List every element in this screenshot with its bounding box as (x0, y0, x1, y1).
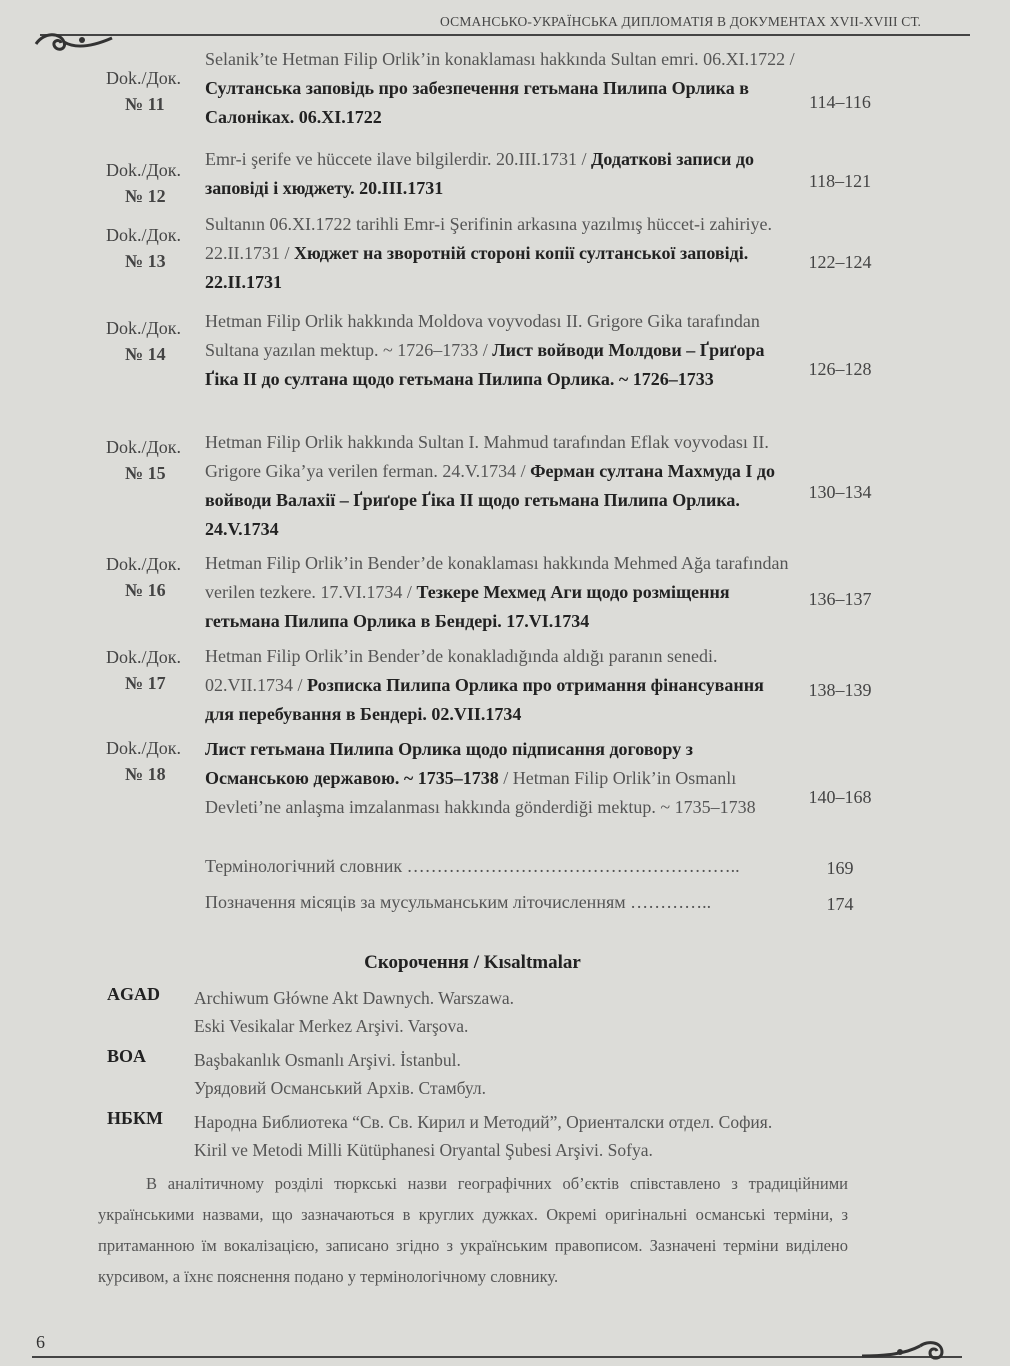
doc-separator: / (293, 675, 308, 695)
doc-separator: / (402, 582, 417, 602)
running-header: ОСМАНСЬКО-УКРАЇНСЬКА ДИПЛОМАТІЯ В ДОКУМЕНТАХ XVII-XVIII СТ. (440, 14, 922, 29)
doc-turkish: Hetman Filip Orlik hakkında Sultan I. Mahmud tarafından Eflak voyvodası II. Grigore Gika’ya verilen ferman. 24.V.1734 (205, 432, 769, 481)
doc-number: № 15 (125, 463, 166, 483)
doc-label: Dok./Док. (106, 160, 182, 180)
doc-ukrainian: Ферман султана Махмуда I до войводи Валахії – Ґриґоре Ґіка II щодо гетьмана Пилипа Орлика. 24.V.1734 (205, 461, 775, 539)
doc-pages: 114–116 (809, 92, 871, 112)
glossary-entry: Позначення місяців за мусульманським літочисленням ………….. (205, 892, 712, 912)
doc-ukrainian: Хюджет на зворотній стороні копії султанської заповіді. 22.II.1731 (205, 243, 749, 292)
doc-turkish: Selanik’te Hetman Filip Orlik’in konaklaması hakkında Sultan emri. 06.XI.1722 (205, 49, 786, 69)
doc-separator: / (280, 243, 295, 263)
doc-pages: 140–168 (808, 787, 872, 807)
doc-pages: 122–124 (808, 252, 872, 272)
doc-label: Dok./Док. (106, 318, 182, 338)
doc-description (205, 45, 795, 132)
doc-description (205, 428, 795, 544)
doc-ukrainian: Лист гетьмана Пилипа Орлика щодо підписання договору з Османською державою. ~ 1735–1738 (205, 739, 693, 788)
doc-ukrainian: Султанська заповідь про забезпечення гетьмана Пилипа Орлика в Салоніках. 06.XI.1722 (205, 78, 749, 127)
glossary-entry: Термінологічний словник ……………………………………………….. (205, 856, 740, 876)
ornament-swirl-icon (34, 30, 114, 56)
doc-turkish: Hetman Filip Orlik hakkında Moldova voyvodası II. Grigore Gika tarafından Sultana yazılan mektup. ~ 1726–1733 (205, 311, 760, 360)
doc-description (205, 735, 795, 822)
note-paragraph: В аналітичному розділі тюркські назви географічних об’єктів співставлено з традиційними українськими назвами, що зазначаються в круглих дужках. Окремі оригінальні османські терміни, з притаманною їм вокалізацією, записано згідно з українським правописом. Зазначені терміни виділено курсивом, а їхнє пояснення подано у термінологічному словнику. (98, 1174, 848, 1286)
doc-label: Dok./Док. (106, 68, 182, 88)
doc-ukrainian: Розписка Пилипа Орлика про отримання фінансування для перебування в Бендері. 02.VII.1734 (205, 675, 764, 724)
doc-description (205, 210, 795, 297)
doc-ukrainian: Тезкере Мехмед Аги щодо розміщення гетьмана Пилипа Орлика в Бендері. 17.VI.1734 (205, 582, 730, 631)
doc-ukrainian: Лист войводи Молдови – Ґриґора Ґіка II до султана щодо гетьмана Пилипа Орлика. ~ 1726–1733 (205, 340, 765, 389)
doc-number: № 13 (125, 251, 166, 271)
doc-description (205, 642, 795, 729)
abbreviation-line: Eski Vesikalar Merkez Arşivi. Varşova. (194, 1016, 469, 1036)
doc-description (205, 549, 795, 636)
doc-turkish: Hetman Filip Orlik’in Osmanlı Devleti’ne anlaşma imzalanması hakkında gönderdiği mektup. ~ 1735–1738 (205, 768, 756, 817)
glossary-page: 174 (826, 894, 854, 914)
page-number: 6 (36, 1332, 45, 1352)
doc-number: № 16 (125, 580, 166, 600)
abbreviation-key: BOA (107, 1046, 147, 1066)
doc-label: Dok./Док. (106, 647, 182, 667)
doc-label: Dok./Док. (106, 554, 182, 574)
glossary-page: 169 (826, 858, 854, 878)
abbreviations-heading: Скорочення / Kısaltmalar (364, 952, 581, 973)
doc-pages: 126–128 (808, 359, 872, 379)
doc-label: Dok./Док. (106, 738, 182, 758)
abbreviation-line: Başbakanlık Osmanlı Arşivi. İstanbul. (194, 1050, 461, 1070)
doc-separator: / (785, 49, 795, 69)
doc-description (205, 307, 795, 394)
doc-separator: / (478, 340, 493, 360)
doc-number: № 11 (125, 94, 165, 114)
doc-number: № 18 (125, 764, 166, 784)
ornament-swirl-icon (860, 1336, 960, 1366)
doc-ukrainian: Додаткові записи до заповіді і хюджету. 20.III.1731 (205, 149, 754, 198)
doc-number: № 14 (125, 344, 166, 364)
doc-separator: / (577, 149, 592, 169)
abbreviation-line: Народна Библиотека “Св. Св. Кирил и Методий”, Ориенталски отдел. София. (194, 1112, 773, 1132)
doc-turkish: Hetman Filip Orlik’in Bender’de konakladığında aldığı paranın senedi. 02.VII.1734 (205, 646, 718, 695)
abbreviation-value (194, 1108, 894, 1164)
abbreviation-value (194, 1046, 894, 1102)
doc-number: № 12 (125, 186, 166, 206)
footer-rule (32, 1356, 962, 1358)
doc-number: № 17 (125, 673, 166, 693)
doc-turkish: Sultanın 06.XI.1722 tarihli Emr-i Şerifinin arkasına yazılmış hüccet-i zahiriye. 22.II.1731 (205, 214, 772, 263)
doc-label: Dok./Док. (106, 437, 182, 457)
doc-turkish: Emr-i şerife ve hüccete ilave bilgilerdir. 20.III.1731 (205, 149, 577, 169)
abbreviation-line: Урядовий Османський Архів. Стамбул. (194, 1078, 487, 1098)
doc-description (205, 145, 795, 203)
abbreviation-value (194, 984, 894, 1040)
doc-pages: 130–134 (808, 482, 872, 502)
abbreviation-line: Archiwum Główne Akt Dawnych. Warszawa. (194, 988, 514, 1008)
doc-separator: / (516, 461, 531, 481)
doc-pages: 138–139 (808, 680, 872, 700)
doc-pages: 118–121 (808, 171, 872, 191)
doc-label: Dok./Док. (106, 225, 182, 245)
abbreviation-line: Kiril ve Metodi Milli Kütüphanesi Oryantal Şubesi Arşivi. Sofya. (194, 1140, 653, 1160)
header-rule (40, 34, 970, 36)
doc-separator: / (498, 768, 513, 788)
abbreviation-key: НБКМ (107, 1108, 163, 1128)
abbreviation-key: AGAD (107, 984, 160, 1004)
doc-pages: 136–137 (808, 589, 872, 609)
doc-turkish: Hetman Filip Orlik’in Bender’de konaklaması hakkında Mehmed Ağa tarafından verilen tezkere. 17.VI.1734 (205, 553, 789, 602)
